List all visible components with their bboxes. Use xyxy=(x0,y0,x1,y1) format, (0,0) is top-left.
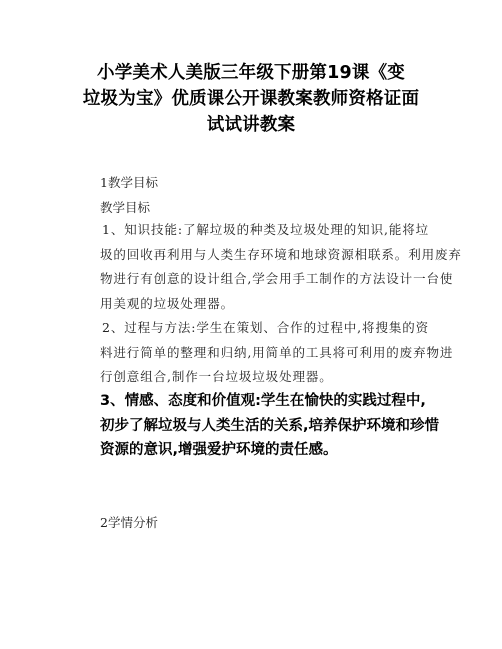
paragraph-line: 1、知识技能:了解垃圾的种类及垃圾处理的知识,能将垃 xyxy=(102,222,430,237)
title-line-3: 试试讲教案 xyxy=(206,115,296,135)
paragraph-line: 资源的意识,增强爱护环境的责任感。 xyxy=(100,442,338,458)
paragraph-line: 3、情感、态度和价值观:学生在愉快的实践过程中, xyxy=(100,393,426,409)
paragraph-line: 行创意组合,制作一台垃圾垃圾处理器。 xyxy=(100,369,333,384)
paragraph-process-methods xyxy=(100,316,454,390)
title-line-1: 小学美术人美版三年级下册第19课《变 xyxy=(97,63,405,83)
paragraph-emotion-values xyxy=(100,389,440,463)
paragraph-line: 物进行有创意的设计组合,学会用手工制作的方法设计一台使 xyxy=(100,271,454,286)
title-line-2: 垃圾为宝》优质课公开课教案教师资格证面 xyxy=(82,89,420,109)
paragraph-line: 圾的回收再利用与人类生存环境和地球资源相联系。利用废弃 xyxy=(100,246,462,262)
paragraph-line: 料进行简单的整理和归纳,用简单的工具将可利用的废弃物进 xyxy=(100,344,454,360)
section-heading-objectives: 1教学目标 xyxy=(100,175,158,190)
paragraph-line: 初步了解垃圾与人类生活的关系,培养保护环境和珍惜 xyxy=(100,417,440,434)
paragraph-line: 用美观的垃圾处理器。 xyxy=(100,295,235,311)
paragraph-knowledge-skills xyxy=(100,218,462,316)
document-title xyxy=(60,60,442,138)
paragraph-line: 2、过程与方法:学生在策划、合作的过程中,将搜集的资 xyxy=(102,320,430,335)
section-heading-learner-analysis: 2学情分析 xyxy=(100,515,158,530)
subheading-objectives: 教学目标 xyxy=(100,200,151,215)
